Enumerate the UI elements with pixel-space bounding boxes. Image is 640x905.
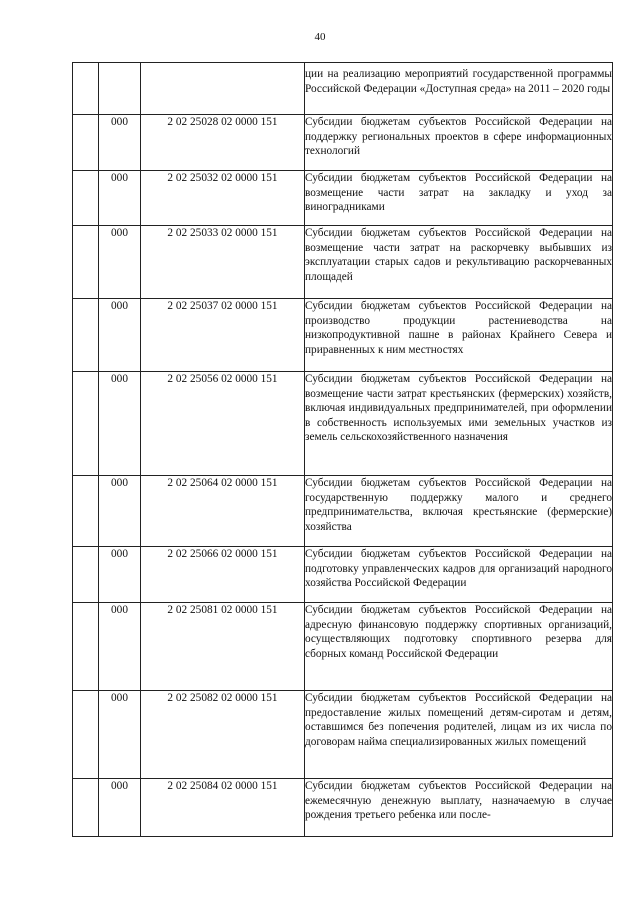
admin-code-cell: 000 — [99, 171, 141, 226]
income-name-cell: Субсидии бюджетам субъектов Российской Федерации на поддержку региональных проектов в сфере информационных технологий — [305, 115, 613, 171]
income-name-cell: Субсидии бюджетам субъектов Российской Федерации на подготовку управленческих кадров для организаций народного хозяйства Российской Федерации — [305, 547, 613, 603]
income-name-cell: Субсидии бюджетам субъектов Российской Федерации на возмещение части затрат крестьянских (фермерских) хозяйств, включая индивидуальных предпринимателей, при оформлении в собственность используемых ими земельных участков из земель сельскохозяйственного назначения — [305, 372, 613, 476]
table-row — [73, 372, 613, 476]
admin-code-cell: 000 — [99, 115, 141, 171]
admin-code-cell: 000 — [99, 476, 141, 547]
classification-code-cell: 2 02 25084 02 0000 151 — [141, 779, 305, 837]
table-row — [73, 779, 613, 837]
income-name-cell: Субсидии бюджетам субъектов Российской Федерации на ежемесячную денежную выплату, назначаемую в случае рождения третьего ребенка или после- — [305, 779, 613, 837]
table-row — [73, 476, 613, 547]
table-row — [73, 115, 613, 171]
empty-cell — [73, 226, 99, 299]
income-name-cell: Субсидии бюджетам субъектов Российской Федерации на возмещение части затрат на закладку и уход за виноградниками — [305, 171, 613, 226]
empty-cell — [73, 171, 99, 226]
admin-code-cell: 000 — [99, 603, 141, 691]
classification-code-cell: 2 02 25032 02 0000 151 — [141, 171, 305, 226]
empty-cell — [73, 779, 99, 837]
admin-code-cell: 000 — [99, 226, 141, 299]
classification-code-cell: 2 02 25028 02 0000 151 — [141, 115, 305, 171]
income-name-cell: ции на реализацию мероприятий государственной программы Российской Федерации «Доступная среда» на 2011 – 2020 годы — [305, 63, 613, 115]
empty-cell — [73, 603, 99, 691]
income-name-cell: Субсидии бюджетам субъектов Российской Федерации на предоставление жилых помещений детям-сиротам и детям, оставшимся без попечения родителей, лицам из их числа по договорам найма специализированных жилых помещений — [305, 691, 613, 779]
table-row — [73, 226, 613, 299]
classification-code-cell — [141, 63, 305, 115]
empty-cell — [73, 299, 99, 372]
classification-code-cell: 2 02 25066 02 0000 151 — [141, 547, 305, 603]
classification-code-cell: 2 02 25081 02 0000 151 — [141, 603, 305, 691]
admin-code-cell: 000 — [99, 691, 141, 779]
admin-code-cell: 000 — [99, 372, 141, 476]
classification-code-cell: 2 02 25082 02 0000 151 — [141, 691, 305, 779]
admin-code-cell: 000 — [99, 779, 141, 837]
admin-code-cell: 000 — [99, 547, 141, 603]
admin-code-cell — [99, 63, 141, 115]
income-name-cell: Субсидии бюджетам субъектов Российской Федерации на производство продукции растениеводства на низкопродуктивной пашне в районах Крайнего Севера и приравненных к ним местностях — [305, 299, 613, 372]
table-row — [73, 691, 613, 779]
income-name-cell: Субсидии бюджетам субъектов Российской Федерации на адресную финансовую поддержку спортивных организаций, осуществляющих подготовку спортивного резерва для сборных команд Российской Федерации — [305, 603, 613, 691]
budget-codes-table — [72, 62, 613, 837]
table-row — [73, 63, 613, 115]
income-name-cell: Субсидии бюджетам субъектов Российской Федерации на возмещение части затрат на раскорчевку выбывших из эксплуатации старых садов и рекультивацию раскорчеванных площадей — [305, 226, 613, 299]
admin-code-cell: 000 — [99, 299, 141, 372]
table-row — [73, 171, 613, 226]
income-name-cell: Субсидии бюджетам субъектов Российской Федерации на государственную поддержку малого и среднего предпринимательства, включая крестьянские (фермерские) хозяйства — [305, 476, 613, 547]
empty-cell — [73, 63, 99, 115]
empty-cell — [73, 691, 99, 779]
table-row — [73, 299, 613, 372]
classification-code-cell: 2 02 25064 02 0000 151 — [141, 476, 305, 547]
classification-code-cell: 2 02 25033 02 0000 151 — [141, 226, 305, 299]
classification-code-cell: 2 02 25056 02 0000 151 — [141, 372, 305, 476]
empty-cell — [73, 476, 99, 547]
table-row — [73, 603, 613, 691]
page-number: 40 — [314, 31, 326, 43]
empty-cell — [73, 547, 99, 603]
classification-code-cell: 2 02 25037 02 0000 151 — [141, 299, 305, 372]
empty-cell — [73, 372, 99, 476]
table-row — [73, 547, 613, 603]
empty-cell — [73, 115, 99, 171]
